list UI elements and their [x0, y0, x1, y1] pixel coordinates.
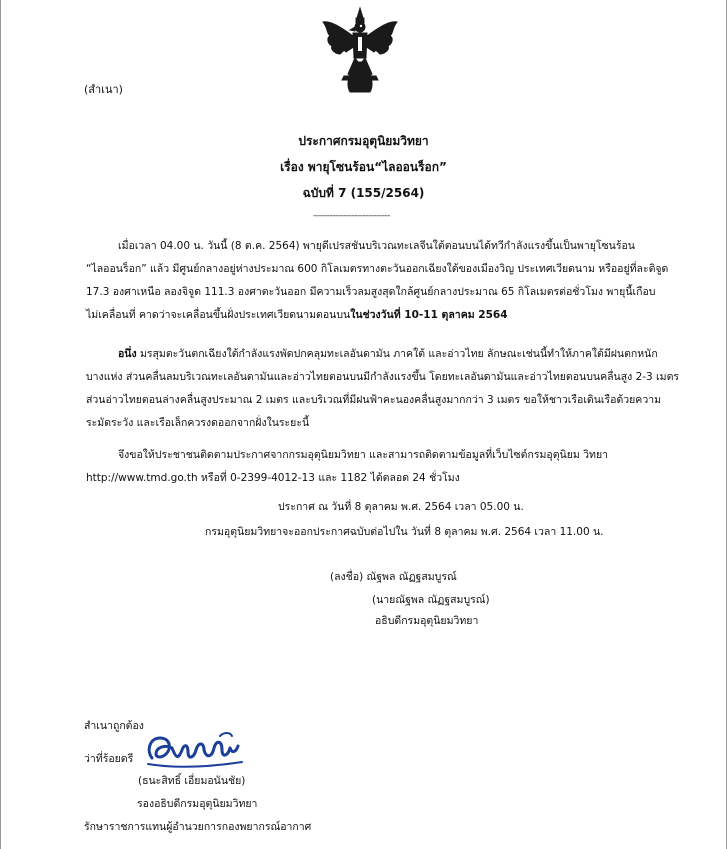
text-line: จึงขอให้ประชาชนติดตามประกาศจากกรมอุตุนิยมวิทยา และสามารถติดตามข้อมูลที่เว็บไซต์กรมอุตุนิยม วิทยา — [118, 449, 608, 461]
announce-date: ประกาศ ณ วันที่ 8 ตุลาคม พ.ศ. 2564 เวลา 05.00 น. — [278, 501, 524, 513]
text-line: http://www.tmd.go.th หรือที่ 0-2399-4012-13 และ 1182 ได้ตลอด 24 ชั่วโมง — [86, 472, 460, 484]
certified-copy-label: สำเนาถูกต้อง — [84, 720, 144, 732]
certifier-position: รองอธิบดีกรมอุตุนิยมวิทยา — [137, 798, 258, 810]
text-line: ระมัดระวัง และเรือเล็กควรงดออกจากฝั่งในระยะนี้ — [86, 417, 310, 429]
landfall-date-emphasis: ในช่วงวันที่ 10-11 ตุลาคม 2564 — [350, 309, 508, 321]
signatory-fullname: (นายณัฐพล ณัฏฐสมบูรณ์) — [372, 594, 490, 606]
announcement-title: ประกาศกรมอุตุนิยมวิทยา — [298, 134, 429, 148]
title-separator: ---------------------------- — [313, 211, 390, 221]
notice-emphasis: อนึ่ง — [118, 348, 137, 360]
announcement-number: ฉบับที่ 7 (155/2564) — [302, 186, 425, 200]
text-line: 17.3 องศาเหนือ ลองจิจูด 111.3 องศาตะวันออก มีความเร็วลมสูงสุดใกล้ศูนย์กลางประมาณ 65 กิโลเมตรต่อชั่วโมง พายุนี้เกือบ — [86, 286, 656, 298]
text-line: เมื่อเวลา 04.00 น. วันนี้ (8 ต.ค. 2564) พายุดีเปรสชันบริเวณทะเลจีนใต้ตอนบนได้ทวีกำลังแรงขึ้นเป็นพายุโซนร้อน — [118, 240, 635, 252]
text-line — [86, 343, 656, 366]
text-segment: ไม่เคลื่อนที่ คาดว่าจะเคลื่อนขึ้นฝั่งประเทศเวียดนามตอนบน — [86, 309, 351, 321]
handwritten-signature — [142, 728, 246, 772]
next-announcement: กรมอุตุนิยมวิทยาจะออกประกาศฉบับต่อไปใน วันที่ 8 ตุลาคม พ.ศ. 2564 เวลา 11.00 น. — [205, 526, 604, 538]
text-segment: มรสุมตะวันตกเฉียงใต้กำลังแรงพัดปกคลุมทะเลอันดามัน ภาคใต้ และอ่าวไทย ลักษณะเช่นนี้ทำให้ภาคใต้มีฝนตกหนัก — [136, 348, 658, 360]
certifier-rank: ว่าที่ร้อยตรี — [84, 753, 134, 765]
text-line: บางแห่ง ส่วนคลื่นลมบริเวณทะเลอันดามันและอ่าวไทยตอนบนมีกำลังแรงขึ้น โดยทะเลอันดามันและอ่าวไทยตอนบนคลื่นสูง 2-3 เมตร — [86, 371, 680, 383]
paragraph-contact-info — [86, 444, 656, 490]
text-line: ส่วนอ่าวไทยตอนล่างคลื่นสูงประมาณ 2 เมตร และบริเวณที่มีฝนฟ้าคะนองคลื่นสูงมากกว่า 3 เมตร ขอให้ชาวเรือเดินเรือด้วยความ — [86, 394, 662, 406]
page-border-left — [0, 0, 1, 849]
text-line — [86, 304, 656, 327]
paragraph-monsoon-warning — [86, 343, 680, 435]
certifier-acting-role: รักษาราชการแทนผู้อำนวยการกองพยากรณ์อากาศ — [84, 821, 312, 833]
paragraph-storm-details — [86, 235, 669, 327]
signatory-position: อธิบดีกรมอุตุนิยมวิทยา — [375, 615, 479, 627]
text-line: “ไลออนร็อก” แล้ว มีศูนย์กลางอยู่ห่างประมาณ 600 กิโลเมตรทางตะวันออกเฉียงใต้ของเมืองวิญ ประเทศเวียดนาม หรืออยู่ที่ละติจูด — [86, 263, 669, 275]
announcement-subject: เรื่อง พายุโซนร้อน“ไลออนร็อก” — [280, 160, 447, 174]
signatory-signed: (ลงชื่อ) ณัฐพล ณัฏฐสมบูรณ์ — [330, 571, 457, 583]
garuda-emblem-icon — [320, 6, 400, 94]
copy-label: (สำเนา) — [84, 83, 123, 96]
certifier-name: (ธนะสิทธิ์ เอี่ยมอนันชัย) — [138, 775, 246, 787]
